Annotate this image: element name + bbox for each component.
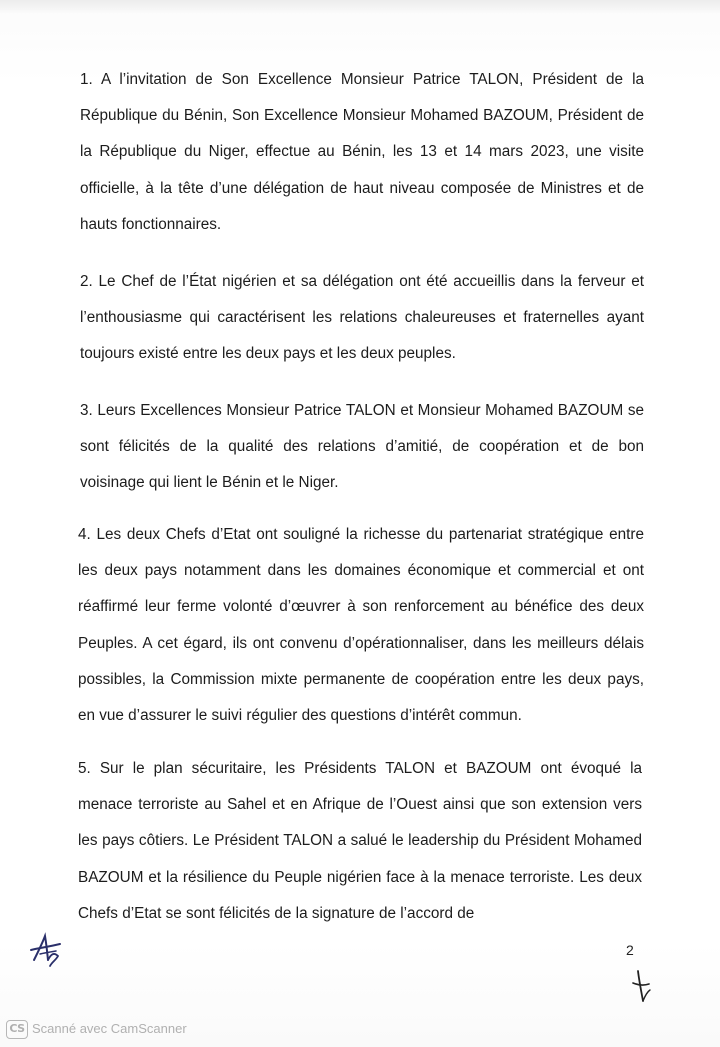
paragraph-3: 3. Leurs Excellences Monsieur Patrice TALON et Monsieur Mohamed BAZOUM se sont félicités de la qualité des relations d’amitié, de coopération et de bon voisinage qui lient le Bénin et le Niger. <box>80 402 644 492</box>
paragraph-4: 4. Les deux Chefs d’Etat ont souligné la richesse du partenariat stratégique entre les deux pays notamment dans les domaines économique et commercial et ont réaffirmé leur ferme volonté d’œuvrer à son renforcement au bénéfice des deux Peuples. A cet égard, ils ont convenu d’opérationnaliser, dans les meilleurs délais possibles, la Commission mixte permanente de coopération entre les deux pays, en vue d’assurer le suivi régulier des questions d’intérêt commun. <box>78 526 644 725</box>
handwritten-initial-left <box>26 930 66 970</box>
paragraph-5: 5. Sur le plan sécuritaire, les Présidents TALON et BAZOUM ont évoqué la menace terroriste au Sahel et en Afrique de l’Ouest ainsi que son extension vers les pays côtiers. Le Président TALON a salué le leadership du Président Mohamed BAZOUM et la résilience du Peuple nigérien face à la menace terroriste. Les deux Chefs d’Etat se sont félicités de la signature de l’accord de <box>78 760 642 922</box>
scanner-watermark-text: Scanné avec CamScanner <box>32 1021 187 1036</box>
camscanner-logo: CS <box>6 1020 28 1039</box>
scan-shadow <box>0 0 720 14</box>
handwritten-initial-right <box>630 968 654 1004</box>
paragraph-2: 2. Le Chef de l’État nigérien et sa délégation ont été accueillis dans la ferveur et l’enthousiasme qui caractérisent les relations chaleureuses et fraternelles ayant toujours existé entre les deux pays et les deux peuples. <box>80 273 644 363</box>
scanner-footer <box>0 1017 720 1047</box>
paragraph-1: 1. A l’invitation de Son Excellence Monsieur Patrice TALON, Président de la République du Bénin, Son Excellence Monsieur Mohamed BAZOUM, Président de la République du Niger, effectue au Bénin, les 13 et 14 mars 2023, une visite officielle, à la tête d’une délégation de haut niveau composée de Ministres et de hauts fonctionnaires. <box>80 71 644 233</box>
page-number: 2 <box>626 942 634 958</box>
